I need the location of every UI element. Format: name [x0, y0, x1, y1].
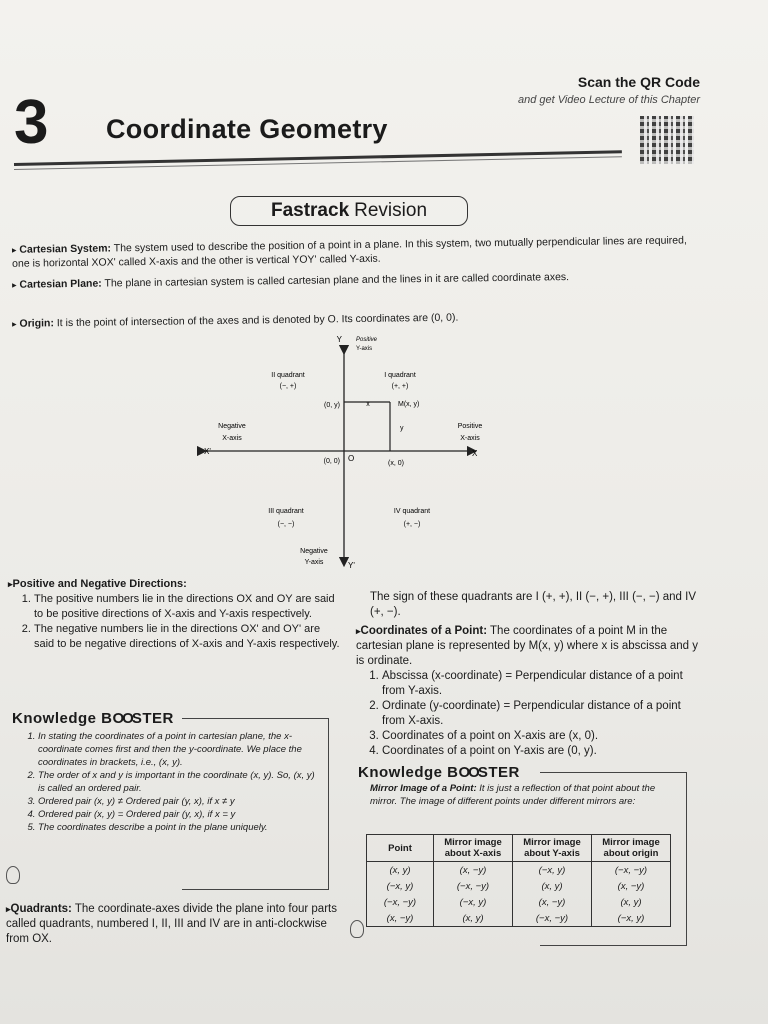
- quadrants-label: ▸ Quadrants:: [6, 903, 72, 915]
- kb-left-item-2: 2. The order of x and y is important in the coordinate (x, y). So, (x, y) is called an ordered pair.: [38, 769, 324, 795]
- table-header-cell: Mirror image about origin: [592, 835, 671, 862]
- coordinates-item-2: 2. Ordinate (y-coordinate) = Perpendicular distance of a point from X-axis.: [382, 699, 702, 729]
- q3-sign: (−, −): [277, 521, 295, 528]
- cartesian-system-para: [12, 233, 702, 271]
- neg-x-desc-1: Negative: [218, 423, 246, 430]
- table-row: [367, 910, 671, 927]
- table-cell: (x, y): [592, 894, 671, 910]
- table-cell: (−x, y): [367, 878, 434, 894]
- table-row: [367, 894, 671, 910]
- coordinates-label: ▸ Coordinates of a Point:: [356, 625, 487, 637]
- directions-item-1: 1. The positive numbers lie in the directions OX and OY are said to be positive directions of X-axis and Y-axis respectively.: [34, 592, 342, 622]
- table-cell: (−x, y): [592, 910, 671, 927]
- q1-sign: (+, +): [391, 383, 409, 390]
- q4-label: IV quadrant: [393, 508, 431, 515]
- y-pos-desc-2: Y-axis: [356, 346, 373, 352]
- cartesian-system-label: Cartesian System:: [19, 242, 112, 256]
- table-cell: (x, −y): [513, 894, 592, 910]
- directions-item-2: 2. The negative numbers lie in the directions OX' and OY' are said to be negative directions of X-axis and Y-axis respectively.: [34, 622, 342, 652]
- origin-para: [12, 307, 702, 331]
- q1-label: I quadrant: [384, 372, 416, 379]
- point-m: M(x, y): [398, 401, 420, 408]
- directions-section: [8, 577, 342, 652]
- neg-x-desc-2: X-axis: [222, 435, 242, 442]
- section-title-bold: Fastrack: [270, 200, 350, 221]
- kb-title-part-c: STER: [131, 710, 174, 727]
- chapter-number: 3: [14, 88, 49, 157]
- coordinates-item-4: 4. Coordinates of a point on Y-axis are (0, y).: [382, 744, 702, 759]
- knowledge-booster-title-right: [358, 764, 520, 781]
- coordinates-section: [356, 624, 702, 759]
- table-header-cell: Mirror image about Y-axis: [513, 835, 592, 862]
- section-banner: [230, 196, 468, 226]
- origin-text: It is the point of intersection of the axes and is denoted by O. Its coordinates are (0, 0).: [56, 311, 459, 330]
- table-cell: (x, −y): [592, 878, 671, 894]
- chapter-title: Coordinate Geometry: [106, 114, 388, 144]
- quadrants-text: The coordinate-axes divide the plane into four parts called quadrants, numbered I, II, III and IV are in anti-clockwise from OX.: [6, 903, 337, 945]
- table-cell: (−x, y): [513, 862, 592, 879]
- cartesian-plane-text: The plane in cartesian system is called cartesian plane and the lines in it are called coordinate axes.: [104, 271, 570, 290]
- q2-label: II quadrant: [271, 372, 305, 379]
- lightbulb-icon: [6, 866, 20, 884]
- cartesian-system-text: The system used to describe the position of a point in a plane. In this system, two mutually perpendicular lines are required, one is horizontal XOX' called X-axis and the other is vertical YOY' called Y-axis.: [12, 234, 687, 270]
- coordinates-text: The coordinates of a point M in the cartesian plane is represented by M(x, y) where x is abscissa and y is ordinate.: [356, 625, 698, 667]
- kb-title-part-c: STER: [477, 764, 520, 781]
- kb-left-item-5: 5. The coordinates describe a point in the plane uniquely.: [38, 821, 324, 834]
- origin-label: Origin:: [19, 317, 54, 330]
- table-cell: (−x, −y): [513, 910, 592, 927]
- mirror-text: It is just a reflection of that point about the mirror. The image of different points under different mirrors are:: [370, 783, 656, 807]
- origin-coord: (0, 0): [323, 458, 340, 465]
- lightbulb-icon: [350, 920, 364, 938]
- x-left-label: X': [204, 447, 211, 456]
- point-0y: (0, y): [324, 402, 340, 409]
- kb-title-part-b: OO: [112, 710, 132, 727]
- scan-qr-subtitle: and get Video Lecture of this Chapter: [517, 94, 700, 106]
- cartesian-plane-label: Cartesian Plane:: [19, 277, 102, 291]
- y-pos-desc-1: Positive: [356, 337, 378, 343]
- table-row: [367, 878, 671, 894]
- kb-left-item-3: 3. Ordered pair (x, y) ≠ Ordered pair (y, x), if x ≠ y: [38, 795, 324, 808]
- cartesian-plane-para: [12, 268, 702, 292]
- table-cell: (x, y): [434, 910, 513, 927]
- scan-qr-title: Scan the QR Code: [577, 74, 700, 90]
- y-bottom-label: Y': [348, 561, 355, 570]
- x-distance-label: x: [366, 401, 370, 408]
- coordinates-item-3: 3. Coordinates of a point on X-axis are (x, 0).: [382, 729, 702, 744]
- directions-heading: ▸ Positive and Negative Directions:: [8, 577, 342, 592]
- q3-label: III quadrant: [268, 508, 304, 515]
- x-right-label: X: [472, 449, 478, 458]
- pos-x-desc-2: X-axis: [460, 435, 480, 442]
- cartesian-plane-diagram: [190, 330, 510, 575]
- table-cell: (−x, y): [434, 894, 513, 910]
- point-x0: (x, 0): [388, 460, 404, 467]
- section-title-rest: Revision: [354, 200, 428, 221]
- mirror-image-table: [366, 834, 671, 927]
- table-cell: (−x, −y): [592, 862, 671, 879]
- kb-title-part-a: Knowledge B: [358, 764, 459, 781]
- signs-para: The sign of these quadrants are I (+, +), II (−, +), III (−, −) and IV (+, −).: [370, 591, 696, 618]
- origin-label: O: [348, 454, 355, 463]
- neg-y-desc-2: Y-axis: [304, 559, 324, 566]
- kb-left-item-4: 4. Ordered pair (x, y) = Ordered pair (y, x), if x = y: [38, 808, 324, 821]
- kb-title-part-b: OO: [458, 764, 478, 781]
- knowledge-booster-title-left: [12, 710, 174, 727]
- table-cell: (x, y): [367, 862, 434, 879]
- table-row: [367, 862, 671, 879]
- table-cell: (x, −y): [434, 862, 513, 879]
- q2-sign: (−, +): [279, 383, 297, 390]
- coordinates-item-1: 1. Abscissa (x-coordinate) = Perpendicular distance of a point from Y-axis.: [382, 669, 702, 699]
- q4-sign: (+, −): [403, 521, 421, 528]
- table-cell: (x, −y): [367, 910, 434, 927]
- pos-x-desc-1: Positive: [457, 423, 483, 430]
- knowledge-booster-list-left: [24, 730, 324, 834]
- table-header-row: [367, 835, 671, 862]
- table-cell: (x, y): [513, 878, 592, 894]
- neg-y-desc-1: Negative: [300, 548, 328, 555]
- table-header-cell: Point: [367, 835, 434, 862]
- table-cell: (−x, −y): [367, 894, 434, 910]
- quadrants-para: [6, 902, 340, 947]
- qr-code-icon[interactable]: [640, 116, 694, 164]
- y-top-label: Y: [336, 335, 342, 344]
- table-cell: (−x, −y): [434, 878, 513, 894]
- mirror-image-para: [370, 782, 682, 808]
- kb-left-item-1: 1. In stating the coordinates of a point in cartesian plane, the x-coordinate comes first and then the y-coordinate. We place the coordinates in brackets, i.e., (x, y).: [38, 730, 324, 769]
- kb-title-part-a: Knowledge B: [12, 710, 113, 727]
- mirror-label: Mirror Image of a Point:: [370, 783, 477, 794]
- y-distance-label: y: [400, 425, 404, 432]
- table-header-cell: Mirror image about X-axis: [434, 835, 513, 862]
